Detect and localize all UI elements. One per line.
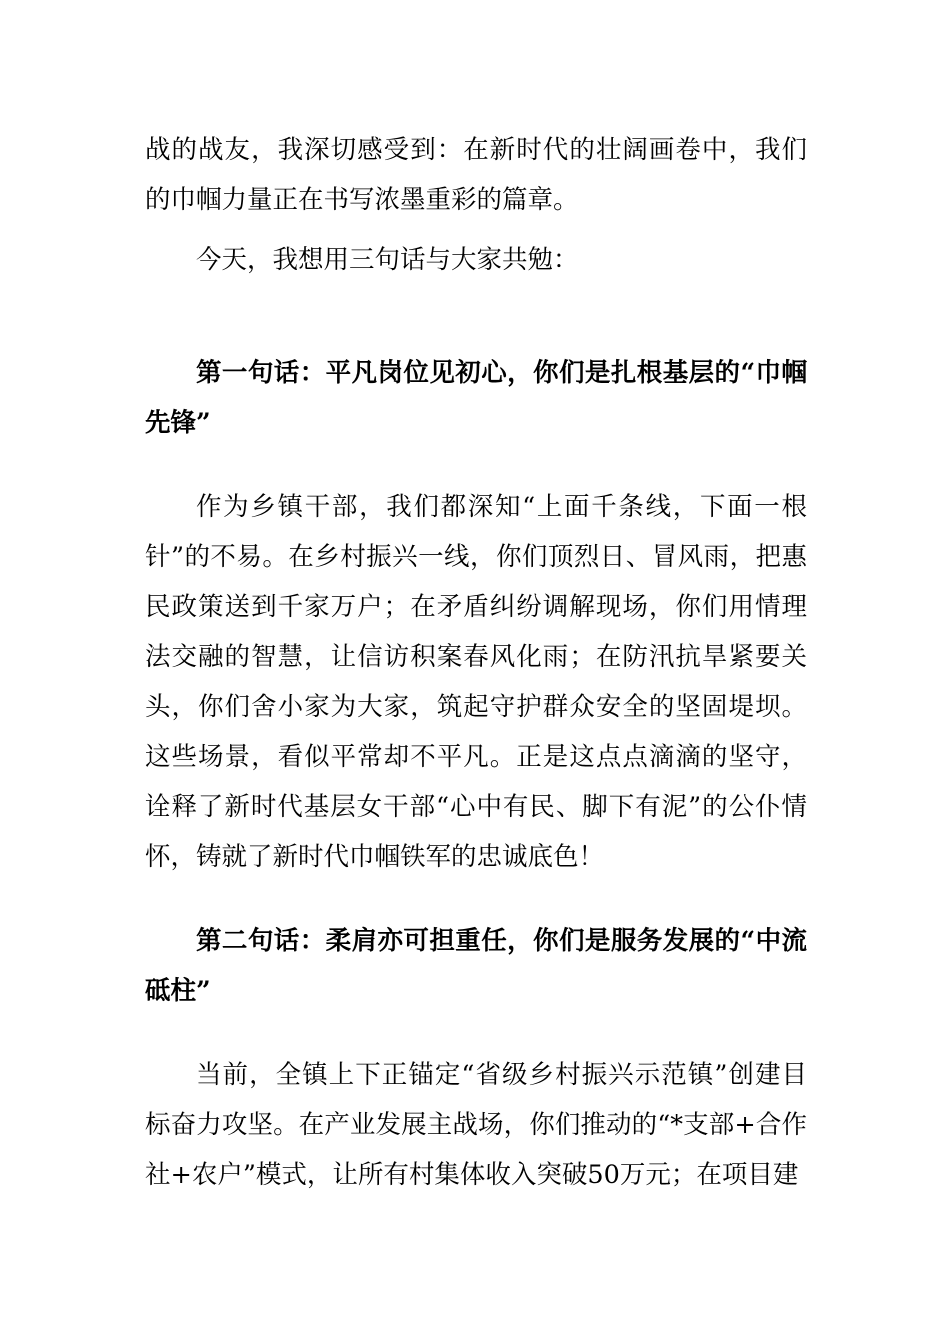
paragraph-intro-tail: 战的战友，我深切感受到：在新时代的壮阔画卷中，我们的巾帼力量正在书写浓墨重彩的篇章。 (145, 135, 807, 215)
paragraph-opening: 今天，我想用三句话与大家共勉： (196, 245, 579, 275)
heading-first-sentence: 第一句话：平凡岗位见初心，你们是扎根基层的“巾帼先锋” (145, 358, 807, 438)
paragraph-first-body: 作为乡镇干部，我们都深知“上面千条线，下面一根针”的不易。在乡村振兴一线，你们顶烈日、冒风雨，把惠民政策送到千家万户；在矛盾纠纷调解现场，你们用情理法交融的智慧，让信访积案春风化雨；在防汛抗旱紧要关头，你们舍小家为大家，筑起守护群众安全的坚固堤坝。这些场景，看似平常却不平凡。正是这点点滴滴的坚守，诠释了新时代基层女干部“心中有民、脚下有泥”的公仆情怀，铸就了新时代巾帼铁军的忠诚底色！ (145, 492, 807, 872)
heading-second-sentence: 第二句话：柔肩亦可担重任，你们是服务发展的“中流砥柱” (145, 926, 807, 1006)
paragraph-second-body: 当前，全镇上下正锚定“省级乡村振兴示范镇”创建目标奋力攻坚。在产业发展主战场，你们推动的“*支部+合作社+农户”模式，让所有村集体收入突破50万元；在项目建 (145, 1060, 807, 1190)
